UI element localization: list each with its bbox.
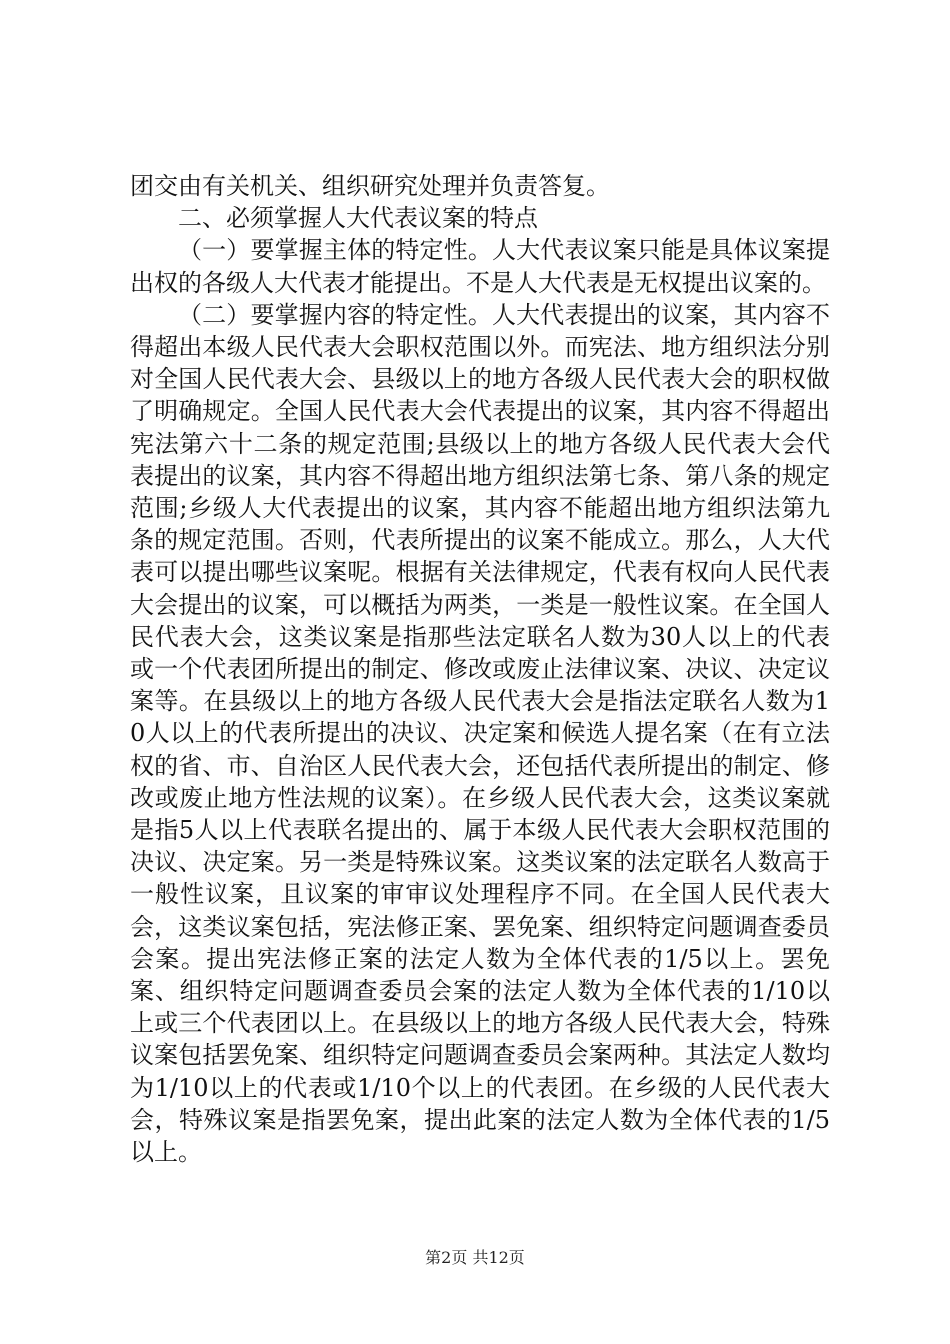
page-number: 第2页 共12页 <box>425 1248 525 1267</box>
paragraph-subject-specificity: （一）要掌握主体的特定性。人大代表议案只能是具体议案提出权的各级人大代表才能提出。不是人大代表是无权提出议案的。 <box>130 236 830 297</box>
page-footer <box>0 1248 950 1268</box>
document-body <box>130 170 830 1168</box>
paragraph-continuation: 团交由有关机关、组织研究处理并负责答复。 <box>130 172 610 200</box>
paragraph-content-specificity: （二）要掌握内容的特定性。人大代表提出的议案，其内容不得超出本级人民代表大会职权范围以外。而宪法、地方组织法分别对全国人民代表大会、县级以上的地方各级人民代表大会的职权做了明确规定。全国人民代表大会代表提出的议案，其内容不得超出宪法第六十二条的规定范围;县级以上的地方各级人民代表大会代表提出的议案，其内容不得超出地方组织法第七条、第八条的规定范围;乡级人大代表提出的议案，其内容不能超出地方组织法第九条的规定范围。否则，代表所提出的议案不能成立。那么，人大代表可以提出哪些议案呢。根据有关法律规定，代表有权向人民代表大会提出的议案，可以概括为两类，一类是一般性议案。在全国人民代表大会，这类议案是指那些法定联名人数为30人以上的代表或一个代表团所提出的制定、修改或废止法律议案、决议、决定议案等。在县级以上的地方各级人民代表大会是指法定联名人数为10人以上的代表所提出的决议、决定案和候选人提名案（在有立法权的省、市、自治区人民代表大会，还包括代表所提出的制定、修改或废止地方性法规的议案）。在乡级人民代表大会，这类议案就是指5人以上代表联名提出的、属于本级人民代表大会职权范围的决议、决定案。另一类是特殊议案。这类议案的法定联名人数高于一般性议案，且议案的审审议处理程序不同。在全国人民代表大会，这类议案包括，宪法修正案、罢免案、组织特定问题调查委员会案。提出宪法修正案的法定人数为全体代表的1/5以上。罢免案、组织特定问题调查委员会案的法定人数为全体代表的1/10以上或三个代表团以上。在县级以上的地方各级人民代表大会，特殊议案包括罢免案、组织特定问题调查委员会案两种。其法定人数均为1/10以上的代表或1/10个以上的代表团。在乡级的人民代表大会，特殊议案是指罢免案，提出此案的法定人数为全体代表的1/5以上。 <box>130 300 830 1167</box>
section-heading: 二、必须掌握人大代表议案的特点 <box>178 204 538 233</box>
